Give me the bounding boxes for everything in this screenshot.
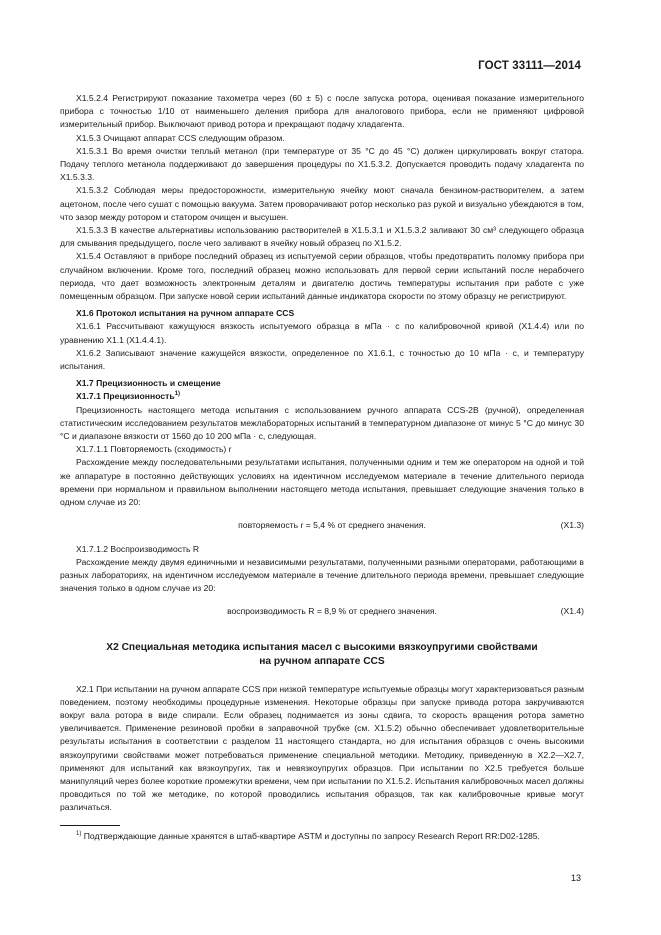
paragraph-precision: Прецизионность настоящего метода испытания с использованием ручного аппарата CCS-2B (ручной), определенная статистическим исследованием результатов межлабораторных испытаний в температурном диапазоне от минус 5 °С до минус 30 °С и диапазоне вязкости от 1560 до 10 200 мПа · с, следующая. (60, 404, 584, 442)
formula-x1-3-number: (X1.3) (560, 520, 584, 531)
formula-x1-4-number: (X1.4) (560, 606, 584, 617)
footnote-ref: 1) (174, 391, 180, 398)
paragraph-x1-5-3-2: X1.5.3.2 Соблюдая меры предосторожности, измерительную ячейку моют сначала бензином-растворителем, а затем ацетоном, после чего сушат с помощью вакуума. Затем проворачивают ротор несколько раз рукой и визуально убеждаются в том, что зазор между ротором и статором очищен и высушен. (60, 185, 584, 222)
heading-x1-6: X1.6 Протокол испытания на ручном аппарате CCS (76, 308, 295, 319)
paragraph-reproducibility: Расхождение между двумя единичными и независимыми результатами, полученными разными операторами, работающими в разных лабораториях, на идентичном исследуемом материале в течение длительного периода времени, превышает следующие значения только в одном случае из 20: (60, 556, 584, 594)
paragraph-repeatability: Расхождение между последовательными результатами испытания, полученными одним и тем же оператором на одной и той же аппаратуре в постоянно действующих условиях на идентичном исследуемом материале в течение длительного периода времени при нормальном и правильном выполнении настоящего метода испытания, превышает следующие значения только в одном случае из 20: (60, 457, 584, 508)
paragraph-x1-5-3-3: X1.5.3.3 В качестве альтернативы использованию растворителей в X1.5.3.1 и X1.5.3.2 заливают 30 см³ следующего образца для смывания предыдущего, после чего заливают в ячейку новый образец по X1.5.2. (60, 225, 584, 249)
paragraph-x1-6-1: X1.6.1 Рассчитывают кажущуюся вязкость испытуемого образца в мПа · с по калибровочной кривой (X1.4.4) или по уравнению X1.1 (X1.4.4.1). (60, 321, 584, 345)
page-number: 13 (570, 873, 581, 883)
section-x2-heading-line2: на ручном аппарате CCS (259, 655, 385, 667)
heading-x1-7-1 (60, 390, 584, 403)
formula-x1-3-text: повторяемость r = 5,4 % от среднего значения. (238, 520, 426, 531)
document-body (60, 92, 584, 843)
paragraph-x1-7-1-1: X1.7.1.1 Повторяемость (сходимость) r (76, 444, 232, 455)
paragraph-x1-5-3-1: X1.5.3.1 Во время очистки теплый метанол (при температуре от 35 °С до 45 °С) должен циркулировать вокруг статора. Подачу теплого метанола поддерживают до завершения процедуры по X1.5.3.2. Допускается проводить подачу хладагента по X1.5.3.3. (60, 145, 584, 183)
paragraph-x2-1: X2.1 При испытании на ручном аппарате CCS при низкой температуре испытуемые образцы могут характеризоваться разным поведением, поэтому необходимы процедурные изменения. Некоторые образцы при запуске привода ротора закручиваются вокруг вала ротора в виде спирали. Если образец поднимается из зоны сдвига, то скорость вращения ротора заметно увеличивается. Применение резиновой пробки в заправочной трубке (см. X1.5.2) обычно обеспечивает удовлетворительные результаты испытания в соответствии с разделом 11 настоящего стандарта, но для испытания образцов с очень высокими вязкоупругими свойствами может потребоваться применение специальной методики. Методику, приведенную в X2.2—X2.7, применяют для испытаний как вязкоупругих, так и невязкоупругих образцов. При испытании по X2.5 требуется больше манипуляций через более короткие промежутки времени, чем при испытании по X1.5.2. Испытания калибровочных масел должны проводиться по той же методике, по которой проводились испытания образцов, так как калибровочные кривые могут различаться. (60, 683, 584, 813)
heading-x1-7: X1.7 Прецизионность и смещение (76, 378, 221, 389)
paragraph-x1-5-3: X1.5.3 Очищают аппарат CCS следующим образом. (76, 132, 285, 143)
formula-x1-4-text: воспроизводимость R = 8,9 % от среднего значения. (227, 606, 437, 617)
section-x2-heading-line1: X2 Специальная методика испытания масел с высокими вязкоупругими свойствами (106, 641, 538, 653)
paragraph-x1-5-4: X1.5.4 Оставляют в приборе последний образец из испытуемой серии образцов, чтобы предотвратить поломку прибора при случайном включении. Кроме того, последний образец можно использовать для первой серии испытаний после нерабочего периода, что дает возможность электронным деталям и двигателю достичь температуры испытания при работе с уже помещенным образцом. При запуске новой серии испытаний данные индикатора скорости по этому образцу не регистрируют. (60, 251, 584, 302)
footnote-text: Подтверждающие данные хранятся в штаб-квартире ASTM и доступны по запросу Research Report RR:D02-1285. (83, 830, 540, 841)
footnote-mark: 1) (76, 830, 82, 837)
footnote (60, 830, 584, 843)
standard-header: ГОСТ 33111—2014 (478, 60, 581, 72)
formula-x1-4 (60, 605, 584, 618)
section-x2-heading (60, 641, 584, 669)
paragraph-x1-7-1-2: X1.7.1.2 Воспроизводимость R (76, 543, 200, 554)
formula-x1-3 (60, 519, 584, 532)
paragraph-x1-6-2: X1.6.2 Записывают значение кажущейся вязкости, определенное по X1.6.1, с точностью до 10 мПа · с, и температуру испытания. (60, 347, 584, 372)
footnote-divider (60, 825, 120, 826)
paragraph-x1-5-2-4: X1.5.2.4 Регистрируют показание тахометра через (60 ± 5) с после запуска ротора, оценивая показание измерительного прибора с точностью 1/10 от наименьшего деления прибора для аналогового прибора, если не применяют цифровой измерительный прибор. Выключают привод ротора и прекращают подачу хладагента. (60, 93, 584, 130)
heading-x1-7-1-text: X1.7.1 Прецизионность (76, 391, 175, 402)
